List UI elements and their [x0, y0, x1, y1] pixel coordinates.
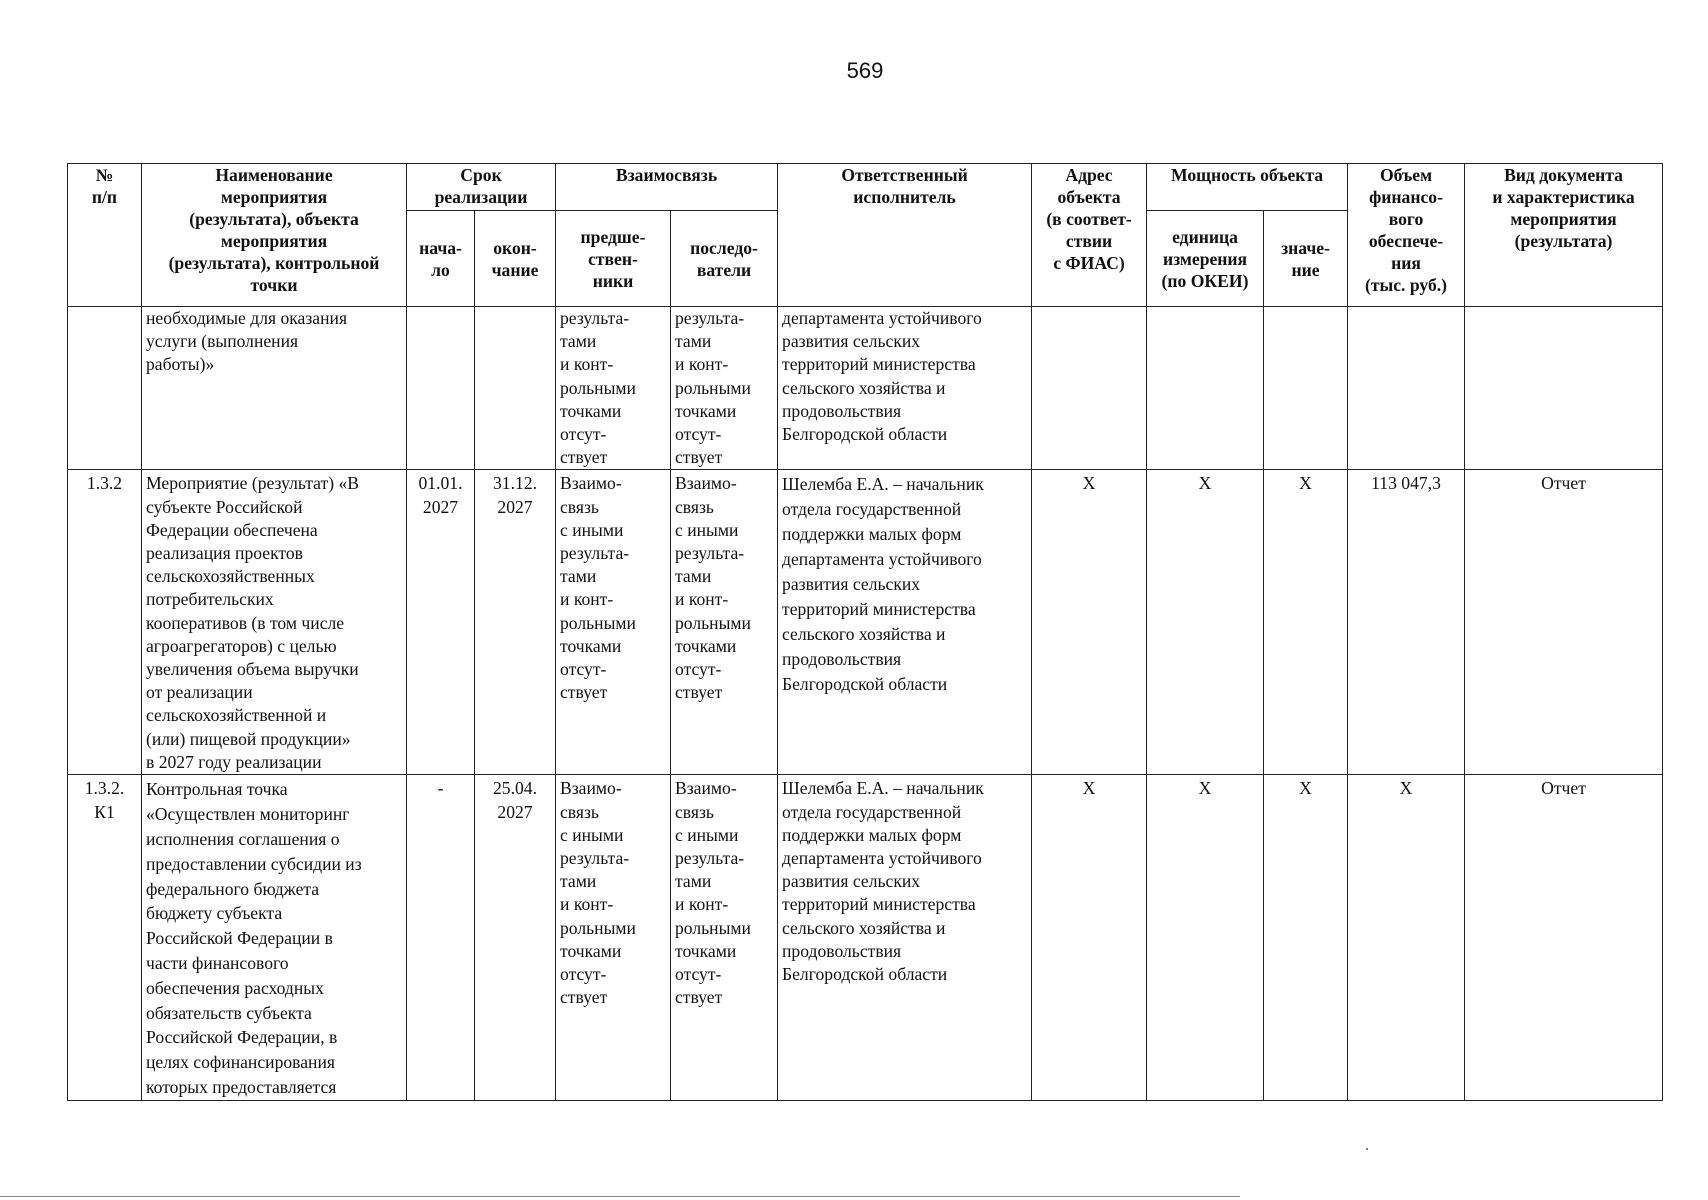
row-pred: Взаимо- связь с иными результа- тами и конт- рольными точками отсут- ствует: [556, 470, 671, 775]
row-unit: Х: [1147, 775, 1264, 1100]
header-term-start: нача- ло: [407, 211, 475, 307]
row-name: Контрольная точка «Осуществлен мониторинг исполнения соглашения о предоставлении субсидии из федерального бюджета бюджету субъекта Российской Федерации в части финансового обеспечения расходных обязательств субъекта Российской Федерации, в целях софинансирования которых предоставляется: [142, 775, 407, 1100]
row-address: Х: [1032, 775, 1147, 1100]
row-num: 1.3.2. К1: [68, 775, 142, 1100]
row-responsible: Шелемба Е.А. – начальник отдела государственной поддержки малых форм департамента устойчивого развития сельских территорий министерства сельского хозяйства и продовольствия Белгородской области: [778, 775, 1032, 1100]
row-value: [1264, 307, 1348, 470]
row-responsible: департамента устойчивого развития сельских территорий министерства сельского хозяйства и продовольствия Белгородской области: [778, 307, 1032, 470]
header-cap-unit: единица измерения (по ОКЕИ): [1147, 211, 1264, 307]
row-start: -: [407, 775, 475, 1100]
row-pred: результа- тами и конт- рольными точками отсут- ствует: [556, 307, 671, 470]
row-succ: Взаимо- связь с иными результа- тами и конт- рольными точками отсут- ствует: [671, 470, 778, 775]
row-start: 01.01. 2027: [407, 470, 475, 775]
row-succ: Взаимо- связь с иными результа- тами и конт- рольными точками отсут- ствует: [671, 775, 778, 1100]
row-finance: Х: [1348, 775, 1465, 1100]
row-name: Мероприятие (результат) «В субъекте Российской Федерации обеспечена реализация проектов сельскохозяйственных потребительских кооперативов (в том числе агроагрегаторов) с целью увеличения объема выручки от реализации сельскохозяйственной и (или) пищевой продукции» в 2027 году реализации: [142, 470, 407, 775]
header-rel-succ: последо- ватели: [671, 211, 778, 307]
header-responsible: Ответственный исполнитель: [778, 164, 1032, 307]
page-number: 569: [846, 58, 884, 83]
row-doc: Отчет: [1465, 775, 1663, 1100]
header-relation: Взаимосвязь: [556, 164, 778, 211]
header-name: Наименование мероприятия (результата), объекта мероприятия (результата), контрольной точки: [142, 164, 407, 307]
header-rel-pred: предше- ствен- ники: [556, 211, 671, 307]
header-doc-type: Вид документа и характеристика мероприятия (результата): [1465, 164, 1663, 307]
row-num: [68, 307, 142, 470]
row-responsible: Шелемба Е.А. – начальник отдела государственной поддержки малых форм департамента устойчивого развития сельских территорий министерства сельского хозяйства и продовольствия Белгородской области: [778, 470, 1032, 775]
row-unit: Х: [1147, 470, 1264, 775]
row-value: Х: [1264, 470, 1348, 775]
scan-edge-line: [0, 1196, 1240, 1197]
row-pred: Взаимо- связь с иными результа- тами и конт- рольными точками отсут- ствует: [556, 775, 671, 1100]
row-end: 31.12. 2027: [475, 470, 556, 775]
header-num: № п/п: [68, 164, 142, 307]
table-row: [68, 470, 1663, 775]
scan-speck: [1366, 1148, 1368, 1150]
row-end: 25.04. 2027: [475, 775, 556, 1100]
table-row: [68, 775, 1663, 1100]
row-succ: результа- тами и конт- рольными точками отсут- ствует: [671, 307, 778, 470]
row-value: Х: [1264, 775, 1348, 1100]
row-address: [1032, 307, 1147, 470]
table-row: [68, 307, 1663, 470]
row-doc: Отчет: [1465, 470, 1663, 775]
row-start: [407, 307, 475, 470]
row-name: необходимые для оказания услуги (выполнения работы)»: [142, 307, 407, 470]
row-num: 1.3.2: [68, 470, 142, 775]
header-finance: Объем финансо- вого обеспече- ния (тыс. руб.): [1348, 164, 1465, 307]
header-term-end: окон- чание: [475, 211, 556, 307]
row-doc: [1465, 307, 1663, 470]
header-cap-value: значе- ние: [1264, 211, 1348, 307]
row-finance: [1348, 307, 1465, 470]
header-address: Адрес объекта (в соответ- ствии с ФИАС): [1032, 164, 1147, 307]
header-capacity: Мощность объекта: [1147, 164, 1348, 211]
row-end: [475, 307, 556, 470]
row-address: Х: [1032, 470, 1147, 775]
header-term: Срок реализации: [407, 164, 556, 211]
measures-table: [67, 163, 1663, 1101]
row-finance: 113 047,3: [1348, 470, 1465, 775]
row-unit: [1147, 307, 1264, 470]
